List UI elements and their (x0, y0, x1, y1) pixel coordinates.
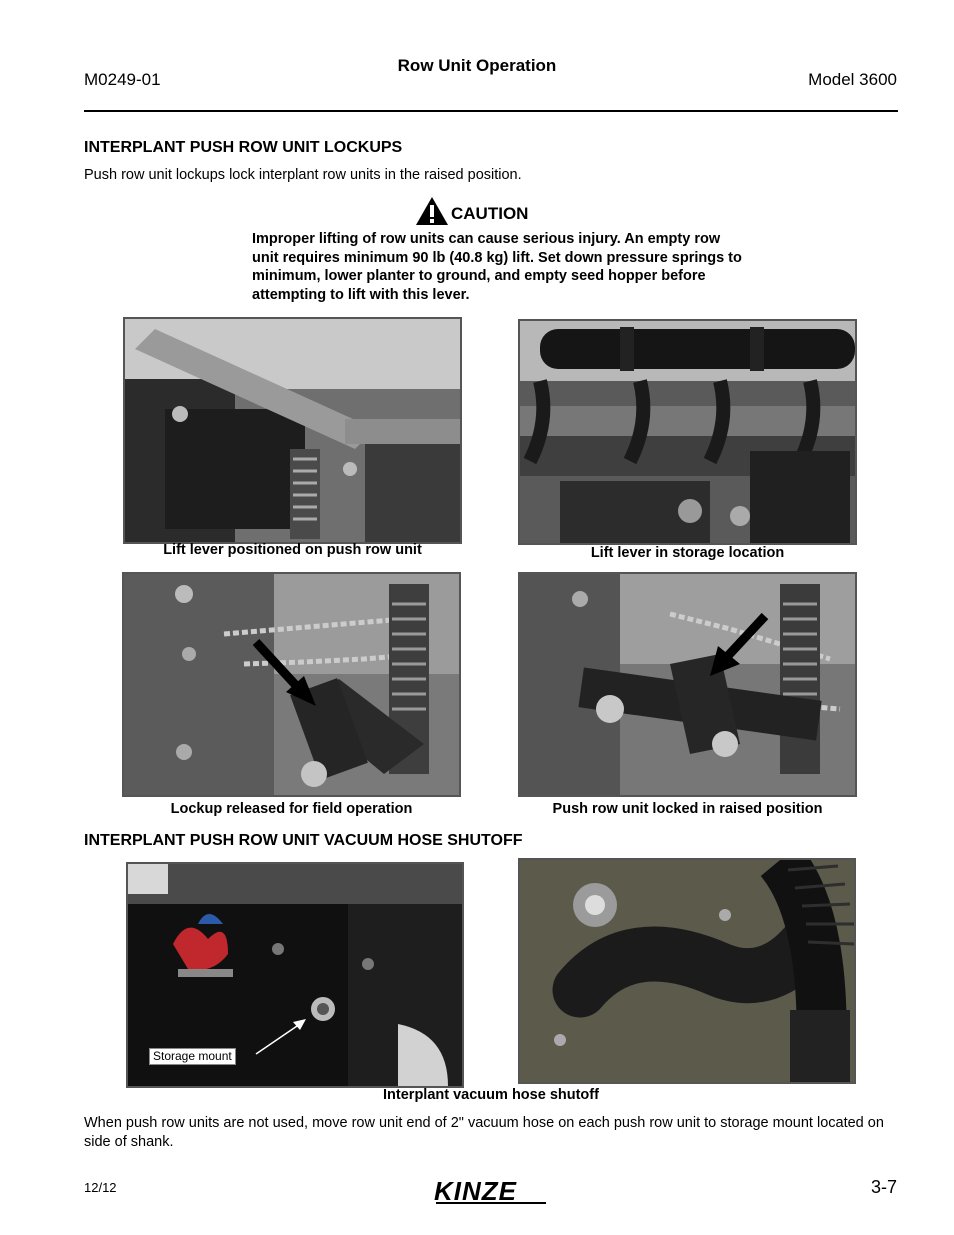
section-title-vacuum-hose: INTERPLANT PUSH ROW UNIT VACUUM HOSE SHUTOFF (84, 832, 523, 849)
section-title-lockups: INTERPLANT PUSH ROW UNIT LOCKUPS (84, 139, 403, 156)
caution-label: CAUTION (451, 203, 529, 223)
lockups-intro-text: Push row unit lockups lock interplant row units in the raised position. (84, 167, 522, 183)
vacuum-hose-instructions: When push row units are not used, move row unit end of 2" vacuum hose on each push row unit to storage mount located on side of shank. (84, 1115, 884, 1150)
photo-locked-raised (518, 572, 857, 797)
caution-text: Improper lifting of row units can cause serious injury. An empty row unit requires minimum 90 lb (40.8 kg) lift. Set down pressure springs to minimum, lower planter to ground, and empty seed hopper before attempting to lift with this lever. (252, 231, 742, 303)
storage-mount-label: Storage mount (149, 1048, 236, 1065)
caption-lift-lever-on-unit: Lift lever positioned on push row unit (163, 542, 422, 558)
caption-lift-lever-storage: Lift lever in storage location (590, 545, 785, 561)
section-header-title: Row Unit Operation (397, 56, 557, 75)
caption-lockup-released: Lockup released for field operation (170, 801, 413, 817)
photo-lift-lever-on-unit (123, 317, 462, 544)
caption-vacuum-hose-shutoff: Interplant vacuum hose shutoff (383, 1087, 599, 1103)
photo-vacuum-hose (518, 858, 856, 1084)
caption-locked-raised: Push row unit locked in raised position (552, 801, 823, 817)
photo-lift-lever-storage (518, 319, 857, 545)
caution-heading (415, 196, 528, 231)
footer-date: 12/12 (84, 1180, 117, 1195)
warning-triangle-icon (415, 196, 449, 231)
header-divider (84, 110, 898, 112)
page-number: 3-7 (870, 1177, 897, 1197)
document-number: M0249-01 (84, 70, 161, 89)
model-name: Model 3600 (808, 70, 897, 89)
kinze-logo (430, 1176, 550, 1211)
photo-lockup-released (122, 572, 461, 797)
logo-text: KINZE (434, 1176, 517, 1206)
